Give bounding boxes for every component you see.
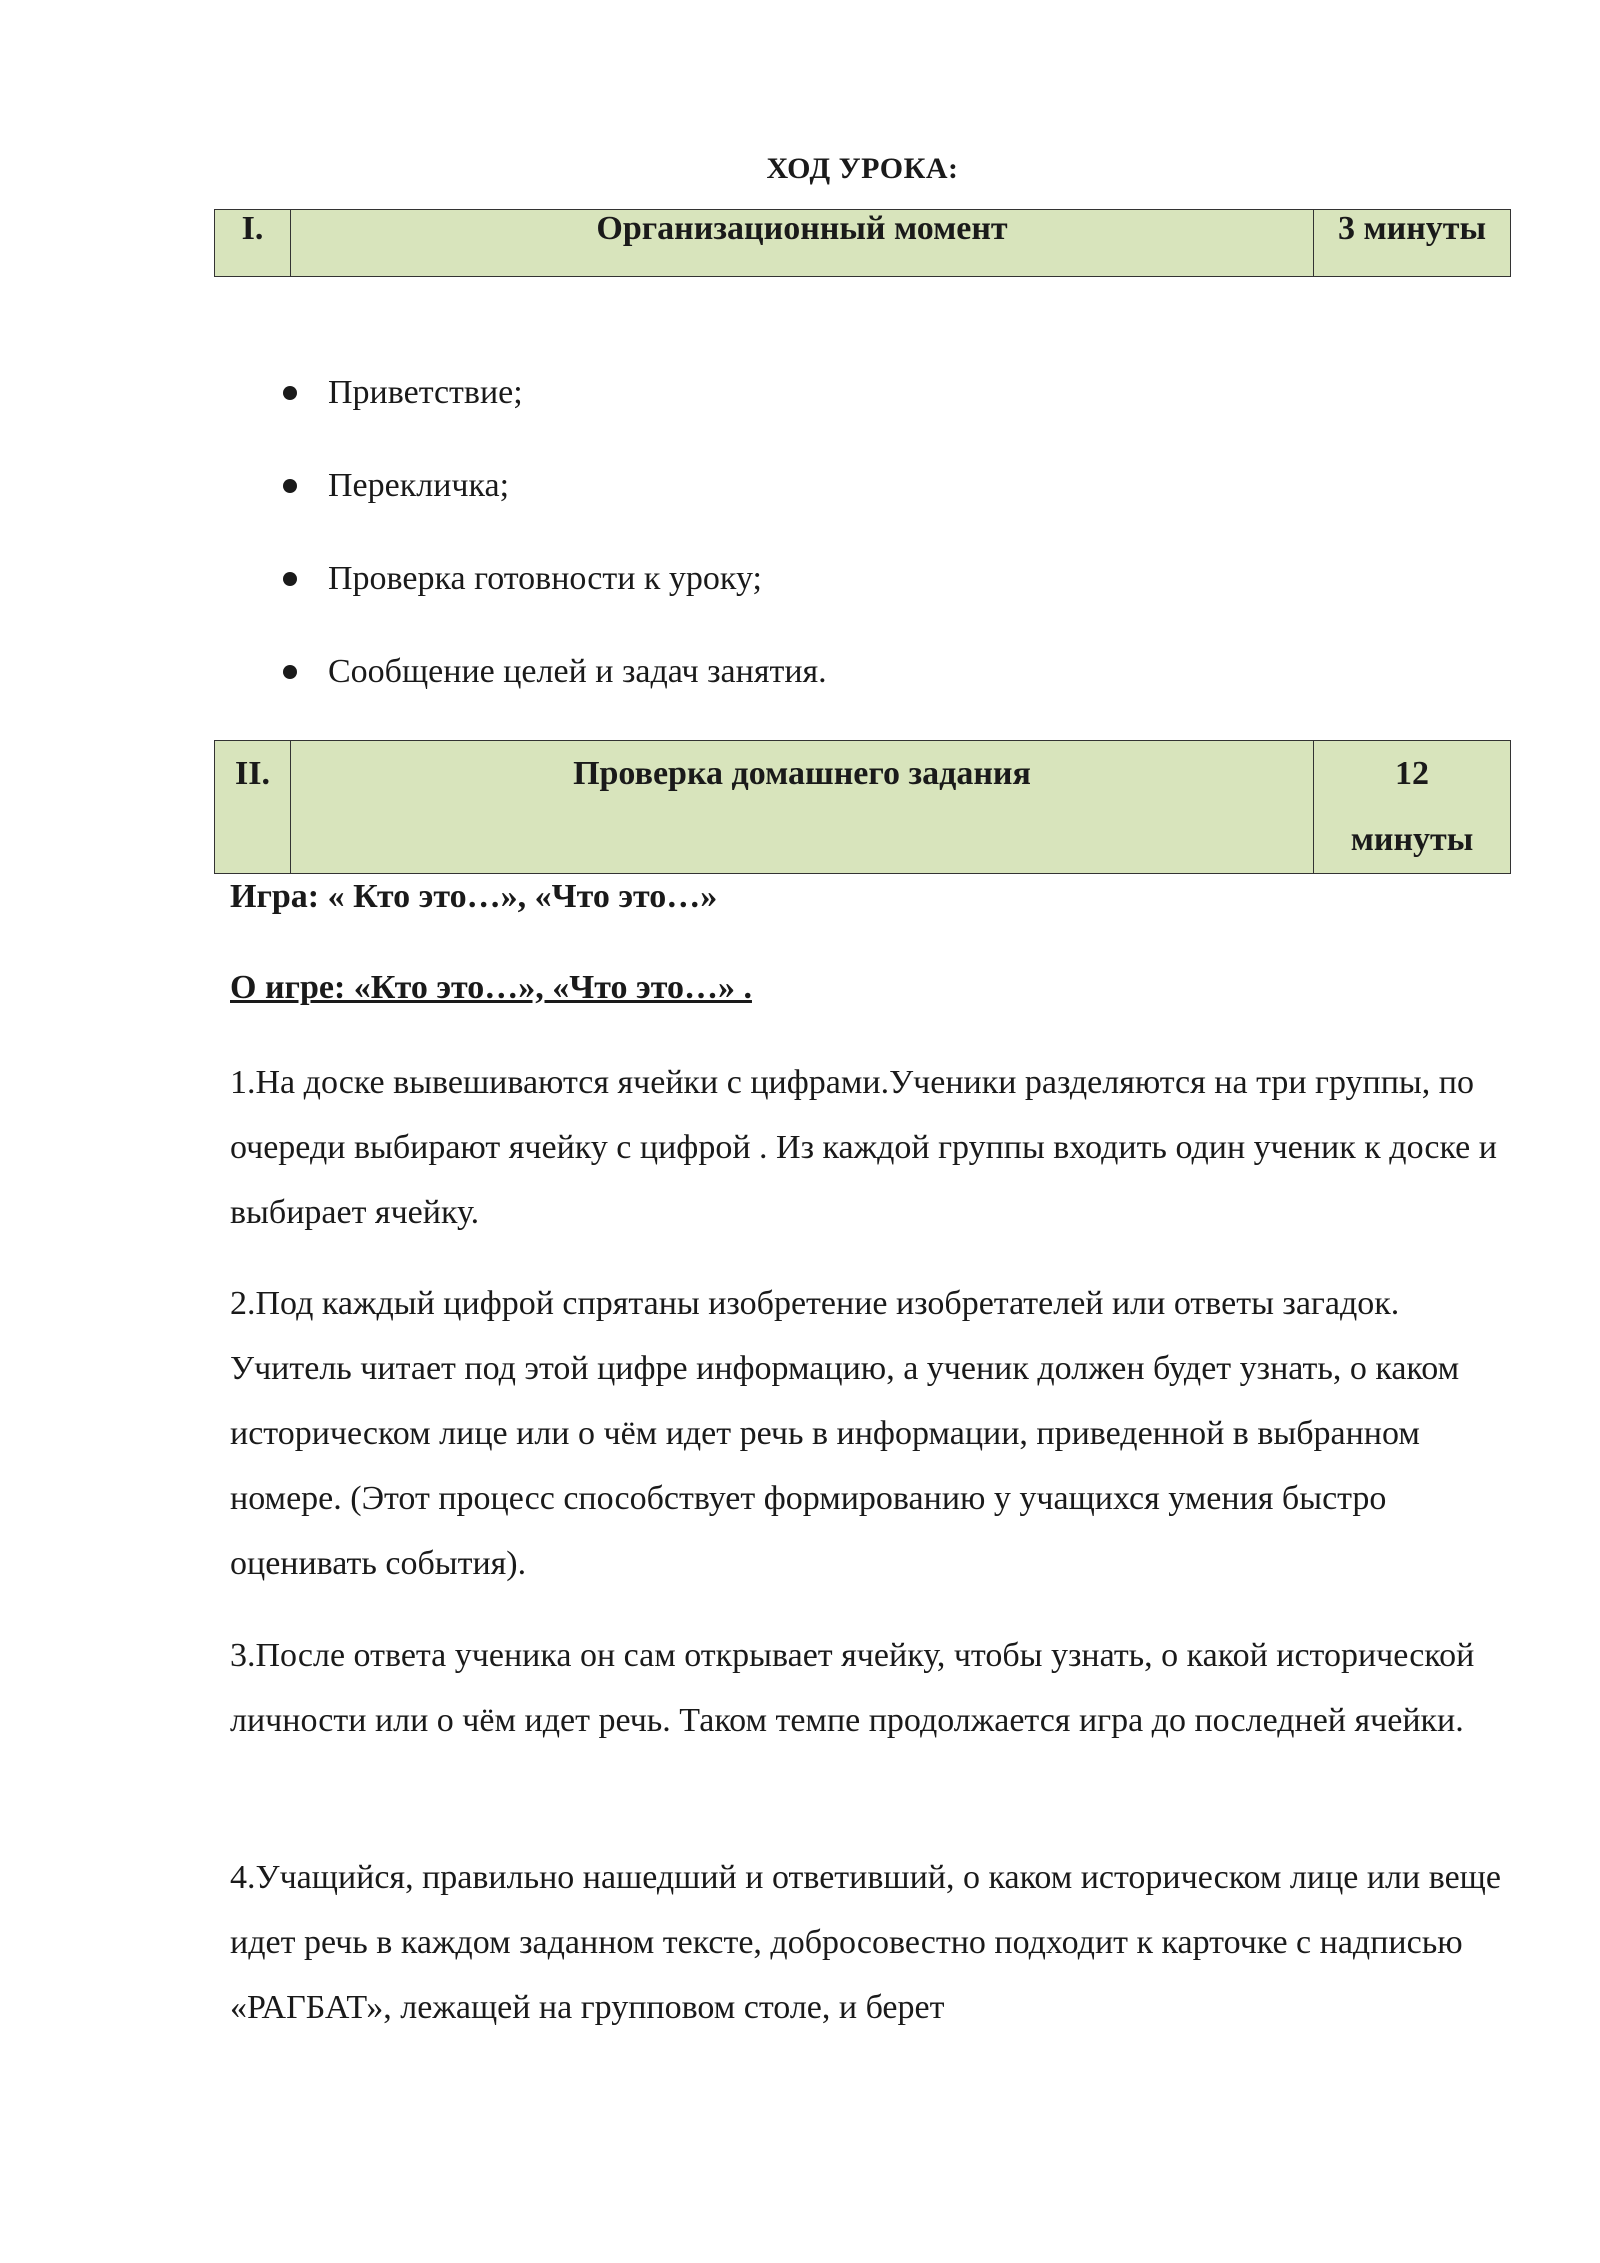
section-title: Организационный момент — [291, 210, 1314, 277]
game-about-heading: О игре: «Кто это…», «Что это…» . — [230, 969, 752, 1006]
list-item-text: Приветствие; — [328, 374, 523, 411]
bullet-list — [0, 358, 827, 730]
section-header-organizational — [214, 209, 1511, 277]
section-header-homework — [214, 740, 1511, 874]
bullet-icon — [283, 386, 297, 400]
section-duration-number: 12 — [1395, 755, 1429, 792]
paragraph-step-4: 4.Учащийся, правильно нашедший и ответивший, о каком историческом лице или веще идет речь в каждом заданном тексте, добросовестно подходит к карточке с надписью «РАГБАТ», лежащей на групповом столе, и берет — [230, 1859, 1501, 2026]
bullet-icon — [283, 479, 297, 493]
game-title: Игра: « Кто это…», «Что это…» — [230, 878, 718, 915]
paragraph-step-3: 3.После ответа ученика он сам открывает ячейку, чтобы узнать, о какой исторической личности или о чём идет речь. Таком темпе продолжается игра до последней ячейки. — [230, 1637, 1475, 1739]
section-duration-unit: минуты — [1350, 821, 1474, 858]
list-item — [0, 358, 827, 451]
section-title: Проверка домашнего задания — [291, 741, 1314, 874]
bullet-icon — [283, 572, 297, 586]
list-item — [0, 637, 827, 730]
list-item-text: Перекличка; — [328, 467, 510, 504]
list-item — [0, 451, 827, 544]
paragraph-step-1: 1.На доске вывешиваются ячейки с цифрами.Ученики разделяются на три группы, по очереди выбирают ячейку с цифрой . Из каждой группы входить один ученик к доске и выбирает ячейку. — [230, 1064, 1497, 1231]
list-item — [0, 544, 827, 637]
page-title: ХОД УРОКА: — [766, 152, 959, 185]
section-number: I. — [215, 210, 291, 277]
section-duration — [1314, 741, 1511, 874]
section-number: II. — [215, 741, 291, 874]
bullet-icon — [283, 665, 297, 679]
list-item-text: Сообщение целей и задач занятия. — [328, 653, 827, 690]
list-item-text: Проверка готовности к уроку; — [328, 560, 762, 597]
paragraph-step-2: 2.Под каждый цифрой спрятаны изобретение изобретателей или ответы загадок. Учитель читает под этой цифре информацию, а ученик должен будет узнать, о каком историческом лице или о чём идет речь в информации, приведенной в выбранном номере. (Этот процесс способствует формированию у учащихся умения быстро оценивать события). — [230, 1285, 1460, 1582]
section-duration: 3 минуты — [1314, 210, 1511, 277]
